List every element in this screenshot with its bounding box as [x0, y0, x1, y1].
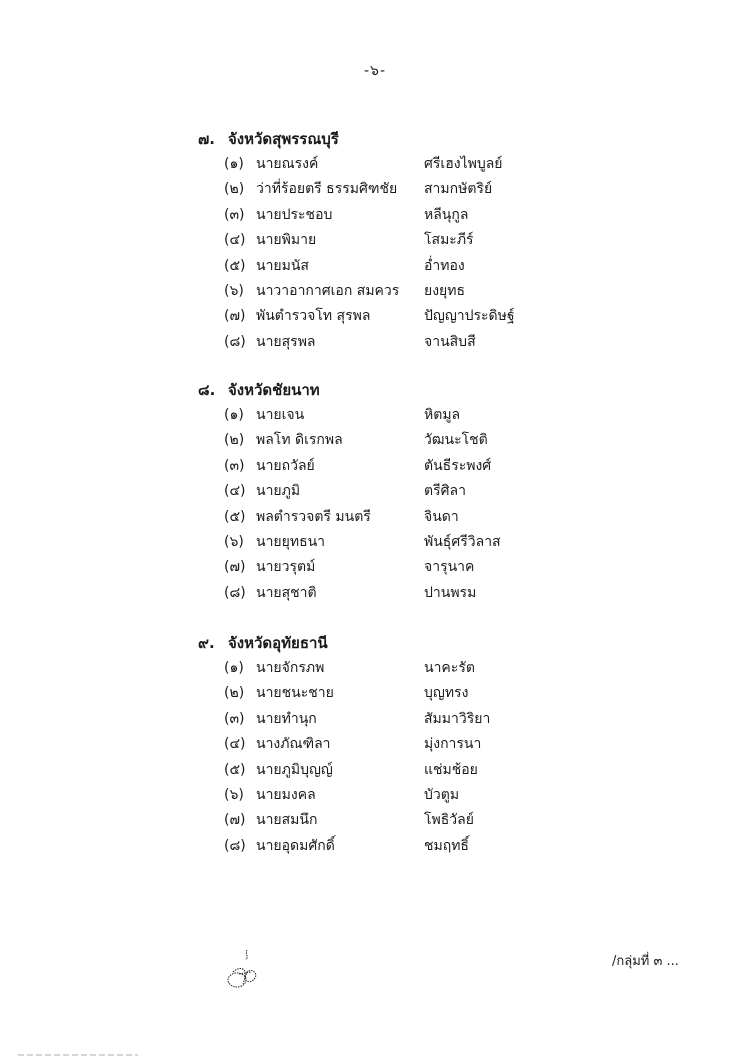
item-index: (๘)	[224, 837, 246, 854]
given-name: นายสุรพล	[256, 333, 316, 350]
list-item	[198, 783, 678, 808]
surname: นาคะรัต	[424, 660, 475, 676]
scan-artifact	[18, 1054, 138, 1056]
item-index: (๓)	[224, 206, 245, 223]
given-name: นาวาอากาศเอก สมควร	[256, 282, 400, 299]
item-index: (๖)	[224, 786, 244, 803]
item-index: (๑)	[224, 660, 244, 676]
list-item	[198, 505, 678, 530]
surname: อ่ำทอง	[424, 257, 465, 274]
section-suphanburi	[198, 126, 678, 355]
list-item	[198, 681, 678, 706]
surname: มุ่งการนา	[424, 736, 482, 753]
given-name: นายมนัส	[256, 257, 309, 274]
list-item	[198, 555, 678, 580]
section-uthaithani	[198, 630, 678, 859]
surname: หลีนุกูล	[424, 206, 469, 223]
list-item	[198, 758, 678, 783]
section-number: ๙.	[198, 634, 215, 652]
given-name: นายประชอบ	[256, 206, 333, 223]
list-item	[198, 228, 678, 253]
list-item	[198, 479, 678, 504]
list-item	[198, 454, 678, 479]
page-number: -๖-	[364, 63, 386, 79]
given-name: พลตำรวจตรี มนตรี	[256, 508, 371, 525]
given-name: นายยุทธนา	[256, 533, 326, 550]
given-name: นายพิมาย	[256, 232, 317, 249]
item-index: (๖)	[224, 533, 244, 550]
province-name: จังหวัดสุพรรณบุรี	[228, 130, 339, 148]
item-index: (๗)	[224, 812, 246, 829]
given-name: นายภูมิ	[256, 483, 301, 500]
item-index: (๓)	[224, 710, 245, 727]
given-name: นายวรุตม์	[256, 559, 316, 576]
item-index: (๔)	[224, 483, 246, 500]
item-index: (๕)	[224, 508, 246, 525]
list-item	[198, 530, 678, 555]
surname: ยงยุทธ	[424, 282, 466, 299]
list-item	[198, 152, 678, 177]
given-name: นายถวัลย์	[256, 457, 315, 474]
surname: จารุนาค	[424, 559, 475, 576]
surname: วัฒนะโชติ	[424, 432, 488, 449]
item-index: (๒)	[224, 432, 245, 449]
list-item	[198, 203, 678, 228]
section-heading	[198, 377, 678, 403]
given-name: นายสมนึก	[256, 812, 318, 829]
list-item	[198, 834, 678, 859]
surname: พันธุ์ศรีวิลาส	[424, 533, 501, 550]
surname: จานสิบสี	[424, 333, 476, 350]
given-name: พันตำรวจโท สุรพล	[256, 308, 371, 325]
item-index: (๖)	[224, 282, 244, 299]
surname: สามกษัตริย์	[424, 181, 493, 198]
item-index: (๑)	[224, 407, 244, 423]
surname: โสมะภีร์	[424, 232, 474, 249]
given-name: ว่าที่ร้อยตรี ธรรมศิฑชัย	[256, 181, 398, 198]
surname: ตันธีระพงศ์	[424, 457, 492, 474]
item-index: (๘)	[224, 584, 246, 601]
province-name: จังหวัดชัยนาท	[228, 381, 320, 399]
list-item	[198, 177, 678, 202]
item-index: (๔)	[224, 736, 246, 753]
province-name: จังหวัดอุทัยธานี	[228, 634, 328, 652]
section-number: ๗.	[198, 130, 215, 148]
given-name: นายณรงค์	[256, 156, 319, 172]
list-item	[198, 732, 678, 757]
given-name: นายทำนุก	[256, 710, 317, 727]
given-name: พลโท ดิเรกพล	[256, 432, 343, 449]
given-name: นายมงคล	[256, 786, 316, 803]
item-index: (๕)	[224, 257, 246, 274]
item-index: (๗)	[224, 559, 246, 576]
surname: จินดา	[424, 508, 459, 525]
surname: โพธิวัลย์	[424, 812, 474, 829]
surname: ปานพรม	[424, 584, 477, 601]
list-item	[198, 403, 678, 428]
item-index: (๘)	[224, 333, 246, 350]
item-index: (๒)	[224, 685, 245, 702]
list-item	[198, 279, 678, 304]
surname: ตรีศิลา	[424, 483, 466, 500]
list-item	[198, 304, 678, 329]
list-item	[198, 428, 678, 453]
surname: ชมฤทธิ์	[424, 837, 469, 854]
given-name: นายชนะชาย	[256, 685, 334, 702]
item-index: (๒)	[224, 181, 245, 198]
list-item	[198, 581, 678, 606]
item-index: (๗)	[224, 308, 246, 325]
given-name: นายเจน	[256, 407, 305, 423]
list-item	[198, 254, 678, 279]
surname: บัวตูม	[424, 786, 460, 803]
surname: ศรีเฮงไพบูลย์	[424, 156, 503, 172]
item-index: (๑)	[224, 156, 244, 172]
given-name: นายสุชาติ	[256, 584, 317, 601]
given-name: นายภูมิบุญญ์	[256, 761, 333, 778]
signature-icon	[225, 948, 265, 990]
section-heading	[198, 630, 678, 656]
section-chainat	[198, 377, 678, 606]
surname: ปัญญาประดิษฐ์	[424, 308, 515, 325]
list-item	[198, 808, 678, 833]
given-name: นางภัณฑิลา	[256, 736, 331, 753]
list-item	[198, 330, 678, 355]
item-index: (๓)	[224, 457, 245, 474]
continuation-note: /กลุ่มที่ ๓ ...	[612, 954, 679, 969]
surname: บุญทรง	[424, 685, 469, 702]
surname: แช่มช้อย	[424, 761, 478, 778]
section-number: ๘.	[198, 381, 216, 399]
surname: หิตมูล	[424, 407, 461, 423]
surname: สัมมาวิริยา	[424, 710, 491, 727]
item-index: (๔)	[224, 232, 246, 249]
section-heading	[198, 126, 678, 152]
given-name: นายจักรภพ	[256, 660, 325, 676]
given-name: นายอุดมศักดิ์	[256, 837, 335, 854]
item-index: (๕)	[224, 761, 246, 778]
list-item	[198, 707, 678, 732]
list-item	[198, 656, 678, 681]
